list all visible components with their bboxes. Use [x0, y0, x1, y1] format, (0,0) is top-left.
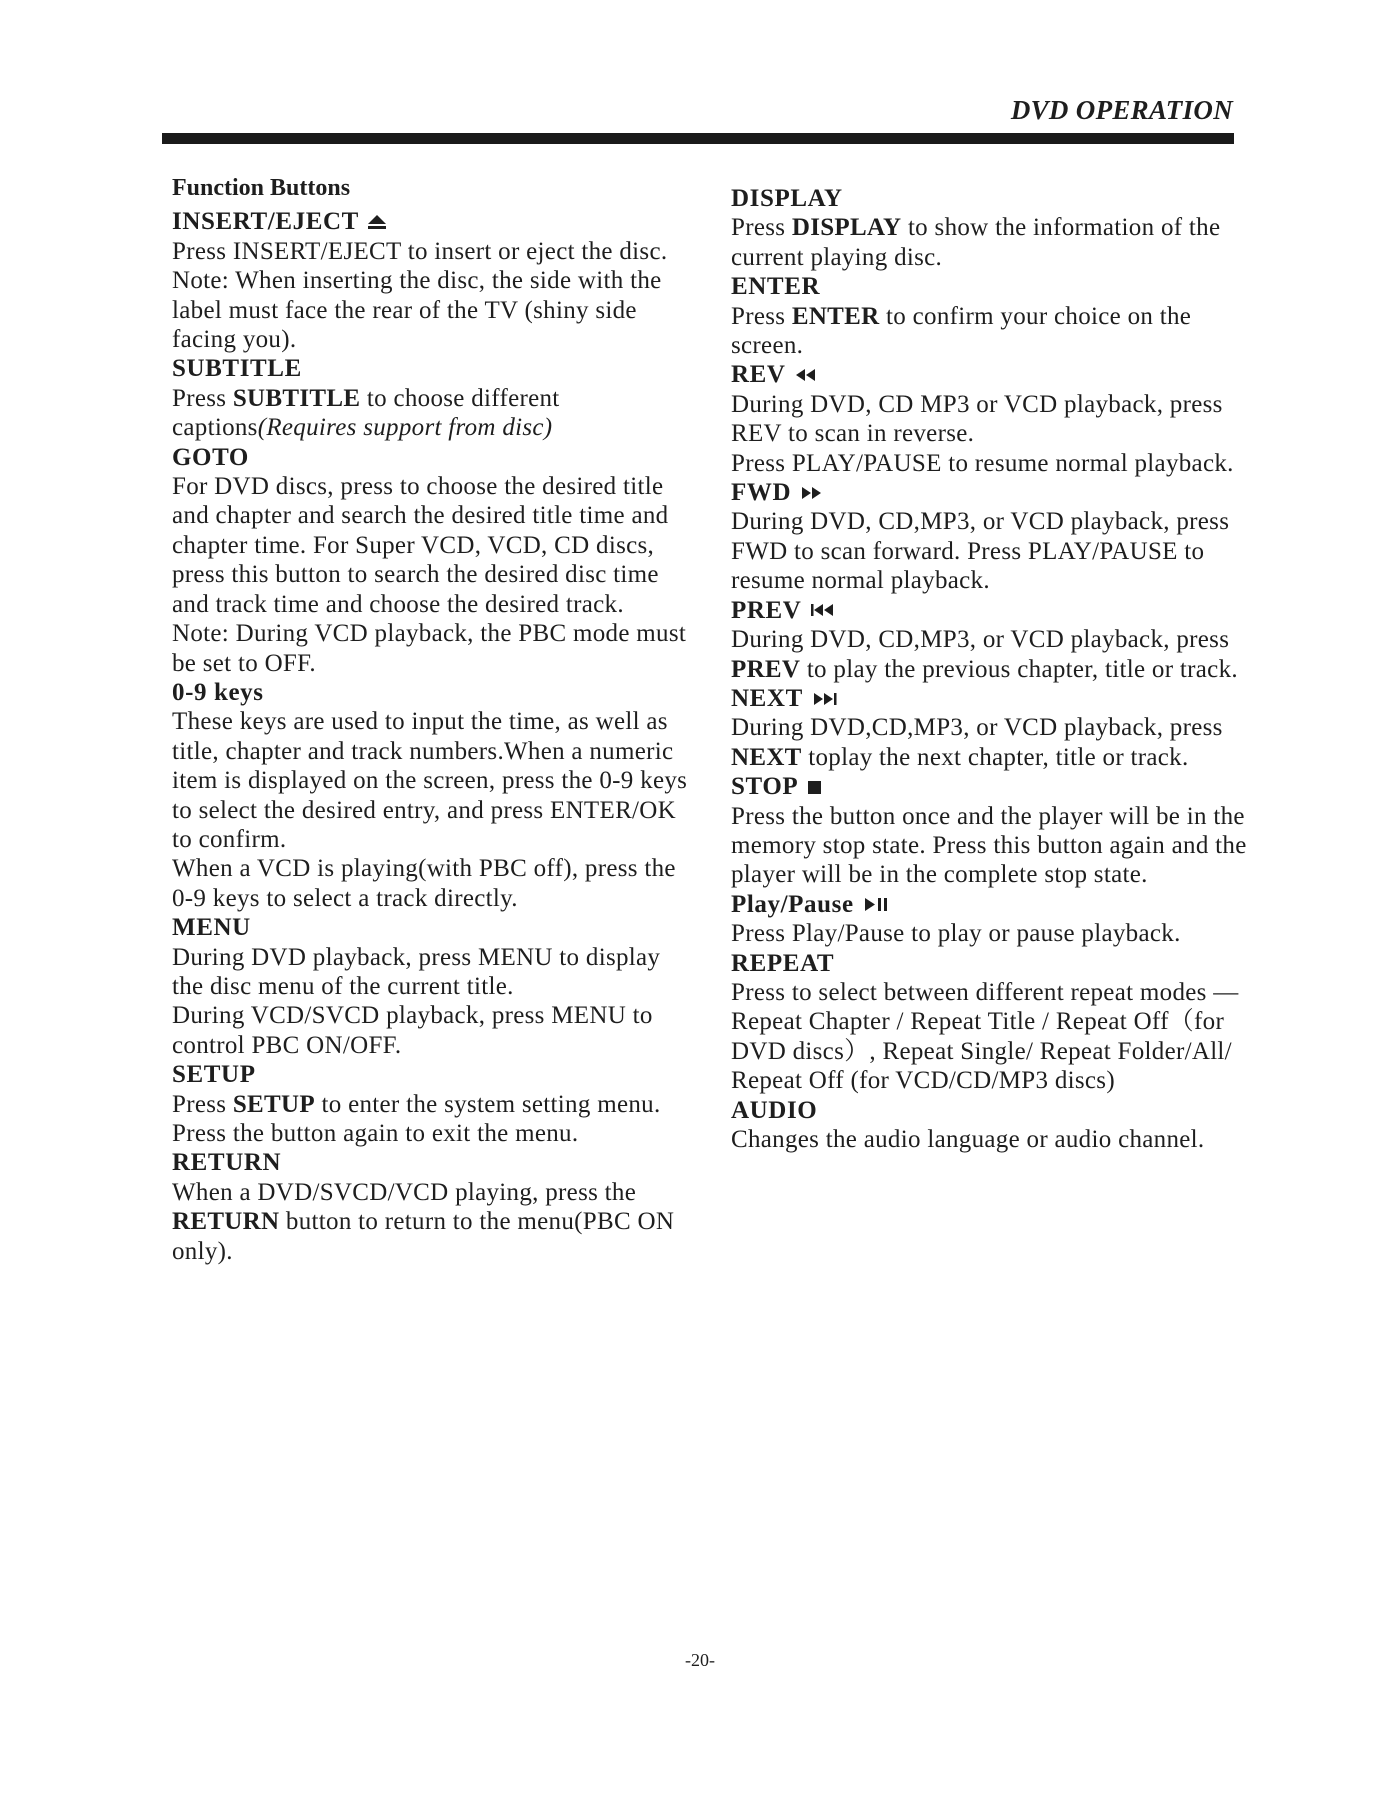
- play-pause-icon: [862, 895, 890, 913]
- skip-next-icon: [811, 691, 839, 707]
- page-number: -20-: [685, 1650, 715, 1670]
- entry-title: [731, 478, 1251, 507]
- rev-title: REV: [731, 361, 786, 389]
- repeat-title: REPEAT: [731, 949, 835, 977]
- entry-rev: [731, 360, 1251, 478]
- play-pause-title: Play/Pause: [731, 890, 854, 918]
- fwd-title: FWD: [731, 479, 792, 507]
- page-header-title: DVD OPERATION: [1010, 95, 1233, 125]
- left-column: [172, 174, 692, 1266]
- entry-number-keys: [172, 678, 692, 913]
- menu-body-2: During VCD/SVCD playback, press MENU to control PBC ON/OFF.: [172, 1002, 653, 1059]
- entry-fwd: [731, 478, 1251, 596]
- prev-title: PREV: [731, 596, 802, 624]
- enter-body: Press ENTER to confirm your choice on the screen.: [731, 302, 1192, 360]
- audio-title: AUDIO: [731, 1096, 818, 1124]
- entry-goto: [172, 443, 692, 678]
- skip-previous-icon: [809, 602, 837, 618]
- return-body: When a DVD/SVCD/VCD playing, press the RETURN button to return to the menu(PBC ON only).: [172, 1178, 675, 1265]
- rev-body: During DVD, CD MP3 or VCD playback, press REV to scan in reverse.: [731, 390, 1223, 448]
- fwd-body: During DVD, CD,MP3, or VCD playback, press FWD to scan forward. Press PLAY/PAUSE to resume normal playback.: [731, 508, 1230, 595]
- enter-title: ENTER: [731, 273, 821, 301]
- subtitle-title: SUBTITLE: [172, 355, 302, 383]
- display-body: Press DISPLAY to show the information of the current playing disc.: [731, 214, 1221, 271]
- number-keys-body: These keys are used to input the time, as well as title, chapter and track numbers.When a numeric item is displayed on the screen, press the 0-9 keys to select the desired entry, and press ENTER/OK to confirm.: [172, 708, 688, 853]
- rev-body-2: Press PLAY/PAUSE to resume normal playback.: [731, 449, 1234, 477]
- insert-eject-title: INSERT/EJECT: [172, 208, 359, 236]
- entry-audio: [731, 1096, 1251, 1155]
- number-keys-title: 0-9 keys: [172, 678, 264, 706]
- eject-icon: [367, 213, 387, 231]
- subtitle-body: Press SUBTITLE to choose different captions(Requires support from disc): [172, 384, 560, 442]
- entry-title: [731, 360, 1251, 389]
- entry-display: [731, 184, 1251, 272]
- entry-setup: [172, 1060, 692, 1148]
- stop-icon: [806, 779, 824, 795]
- entry-play-pause: [731, 890, 1251, 949]
- right-column: [731, 184, 1251, 1154]
- entry-repeat: [731, 949, 1251, 1096]
- goto-title: GOTO: [172, 443, 249, 471]
- goto-note: Note: During VCD playback, the PBC mode must be set to OFF.: [172, 620, 687, 677]
- rewind-icon: [794, 367, 818, 383]
- entry-insert-eject: [172, 207, 692, 354]
- entry-title: [731, 772, 1251, 801]
- entry-enter: [731, 272, 1251, 360]
- section-label: Function Buttons: [172, 175, 351, 201]
- stop-body: Press the button once and the player will be in the memory stop state. Press this button again and the player will be in the complete stop state.: [731, 802, 1247, 889]
- entry-title: [731, 684, 1251, 713]
- fast-forward-icon: [799, 485, 823, 501]
- stop-title: STOP: [731, 773, 799, 801]
- insert-eject-note: Note: When inserting the disc, the side with the label must face the rear of the TV (shiny side facing you).: [172, 267, 662, 354]
- entry-subtitle: [172, 354, 692, 442]
- display-title: DISPLAY: [731, 185, 843, 212]
- insert-eject-body: Press INSERT/EJECT to insert or eject the disc.: [172, 237, 668, 265]
- setup-title: SETUP: [172, 1061, 256, 1089]
- next-title: NEXT: [731, 684, 803, 712]
- header-rule: [162, 133, 1234, 144]
- menu-title: MENU: [172, 914, 251, 942]
- entry-return: [172, 1148, 692, 1266]
- entry-next: [731, 684, 1251, 772]
- number-keys-note: When a VCD is playing(with PBC off), press the 0-9 keys to select a track directly.: [172, 855, 676, 912]
- next-body: During DVD,CD,MP3, or VCD playback, press NEXT toplay the next chapter, title or track.: [731, 714, 1223, 771]
- entry-prev: [731, 596, 1251, 684]
- entry-stop: [731, 772, 1251, 890]
- setup-body: Press SETUP to enter the system setting menu. Press the button again to exit the menu.: [172, 1090, 661, 1147]
- prev-body: During DVD, CD,MP3, or VCD playback, press PREV to play the previous chapter, title or track.: [731, 626, 1238, 683]
- entry-title: [731, 890, 1251, 919]
- entry-title: [731, 596, 1251, 625]
- goto-body: For DVD discs, press to choose the desired title and chapter and search the desired title time and chapter time. For Super VCD, VCD, CD discs, press this button to search the desired disc time and track time and choose the desired track.: [172, 473, 669, 618]
- entry-menu: [172, 913, 692, 1060]
- menu-body: During DVD playback, press MENU to display the disc menu of the current title.: [172, 943, 661, 1000]
- repeat-body: Press to select between different repeat modes — Repeat Chapter / Repeat Title / Repeat Off（for DVD discs）, Repeat Single/ Repeat Folder/All/ Repeat Off (for VCD/CD/MP3 discs): [731, 978, 1239, 1095]
- audio-body: Changes the audio language or audio channel.: [731, 1126, 1205, 1153]
- return-title: RETURN: [172, 1149, 282, 1177]
- play-pause-body: Press Play/Pause to play or pause playback.: [731, 920, 1181, 948]
- entry-title: [172, 207, 692, 236]
